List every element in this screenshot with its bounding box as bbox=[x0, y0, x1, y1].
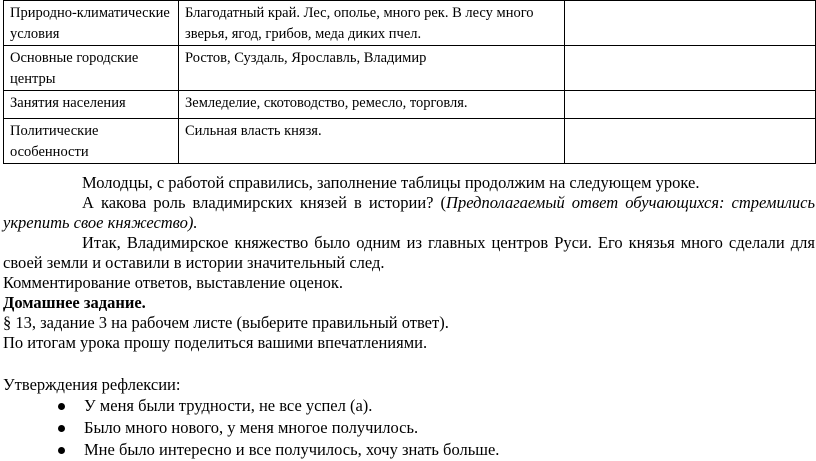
table-row bbox=[4, 91, 816, 119]
reflection-list bbox=[3, 395, 815, 461]
list-item bbox=[3, 395, 815, 417]
question-text: А какова роль владимирских князей в истории? ( bbox=[82, 193, 447, 212]
table-cell-value: Сильная власть князя. bbox=[179, 119, 565, 164]
table-cell-label: Основные городские центры bbox=[4, 46, 179, 91]
paragraph-praise: Молодцы, с работой справились, заполнение таблицы продолжим на следующем уроке. bbox=[82, 173, 700, 192]
document-body bbox=[3, 173, 815, 461]
table-cell-label: Политические особенности bbox=[4, 119, 179, 164]
homework-text: § 13, задание 3 на рабочем листе (выберите правильный ответ). bbox=[3, 313, 449, 332]
table-cell-label: Природно-климатические условия bbox=[4, 1, 179, 46]
table-cell-empty bbox=[565, 1, 816, 46]
list-item-text: Было много нового, у меня многое получилось. bbox=[84, 418, 419, 437]
spacer bbox=[3, 353, 815, 375]
bullet-icon bbox=[58, 425, 65, 432]
reflection-title: Утверждения рефлексии: bbox=[3, 375, 181, 394]
table-row bbox=[4, 119, 816, 164]
table-row bbox=[4, 1, 816, 46]
table-cell-value: Благодатный край. Лес, ополье, много рек. В лесу много зверья, ягод, грибов, меда диких пчел. bbox=[179, 1, 565, 46]
paragraph-feedback: По итогам урока прошу поделиться вашими впечатлениями. bbox=[3, 333, 428, 352]
paragraph-conclusion: Итак, Владимирское княжество было одним из главных центров Руси. Его князья много сделали для своей земли и оставили в истории значительный след. bbox=[3, 233, 815, 272]
table-cell-empty bbox=[565, 119, 816, 164]
table-cell-value: Земледелие, скотоводство, ремесло, торговля. bbox=[179, 91, 565, 119]
paragraph-grading: Комментирование ответов, выставление оценок. bbox=[3, 273, 344, 292]
list-item bbox=[3, 439, 815, 461]
bullet-icon bbox=[58, 403, 65, 410]
list-item-text: Мне было интересно и все получилось, хочу знать больше. bbox=[84, 440, 500, 459]
list-item-text: У меня были трудности, не все успел (а). bbox=[84, 396, 373, 415]
summary-table bbox=[3, 0, 816, 164]
table-cell-empty bbox=[565, 46, 816, 91]
table-cell-empty bbox=[565, 91, 816, 119]
table-cell-label: Занятия населения bbox=[4, 91, 179, 119]
paragraph-question bbox=[3, 193, 815, 233]
list-item bbox=[3, 417, 815, 439]
table-row bbox=[4, 46, 816, 91]
table-cell-value: Ростов, Суздаль, Ярославль, Владимир bbox=[179, 46, 565, 91]
bullet-icon bbox=[58, 447, 65, 454]
homework-title: Домашнее задание. bbox=[3, 293, 146, 312]
expected-answer: Предполагаемый ответ обучающихся: стремились укрепить свое княжество). bbox=[3, 193, 815, 232]
